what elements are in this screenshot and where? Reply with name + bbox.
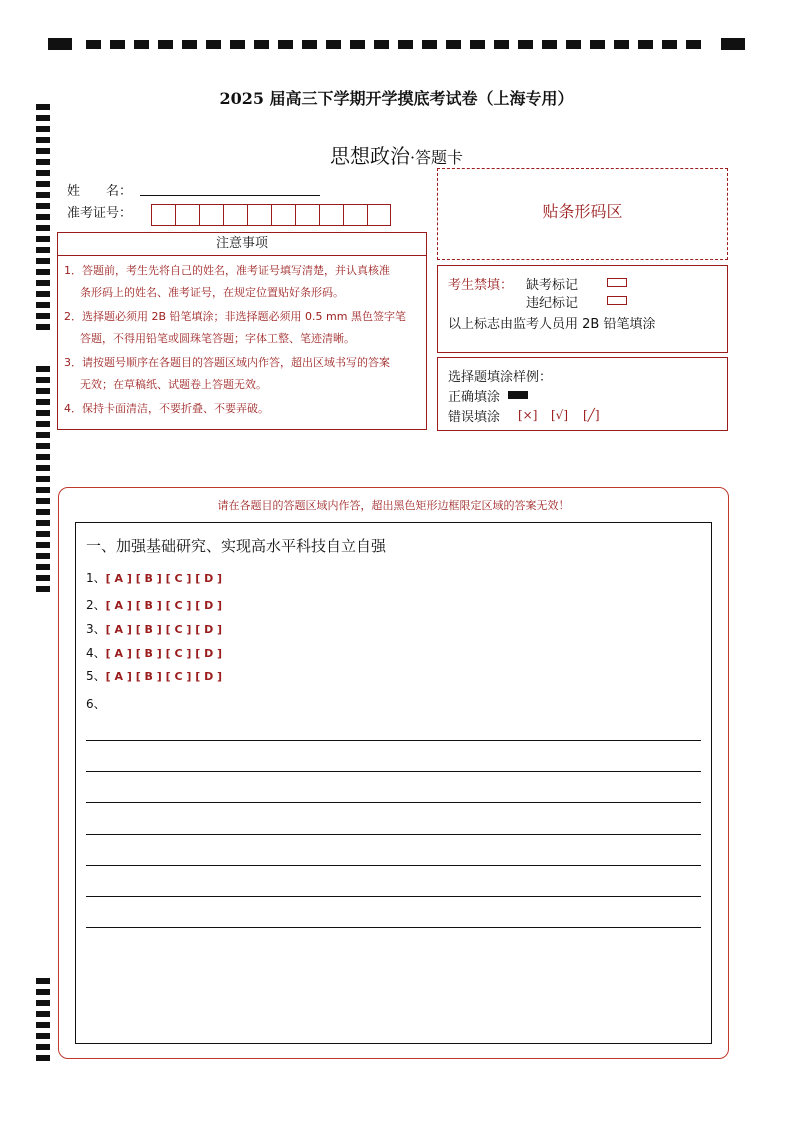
notice-item-text: 保持卡面清洁，不要折叠、不要弄破。 <box>82 402 269 415</box>
timing-mark <box>36 258 50 264</box>
exam-id-digit-box[interactable] <box>223 204 247 226</box>
timing-mark <box>110 40 125 49</box>
timing-mark <box>36 181 50 187</box>
notice-item-text: 请按题号顺序在各题目的答题区域内作答，超出区域书写的答案 <box>82 356 390 369</box>
exam-id-boxes <box>151 204 391 226</box>
notice-title: 注意事项 <box>57 232 427 256</box>
timing-mark <box>278 40 293 49</box>
notice-item-text: 答题前，考生先将自己的姓名，准考证号填写清楚，并认真核准 <box>82 264 390 277</box>
question-row <box>86 596 222 613</box>
timing-mark <box>36 432 50 438</box>
timing-mark <box>398 40 413 49</box>
timing-mark <box>36 291 50 297</box>
timing-mark <box>36 509 50 515</box>
timing-mark <box>566 40 581 49</box>
exam-id-digit-box[interactable] <box>319 204 343 226</box>
exam-id-digit-box[interactable] <box>271 204 295 226</box>
timing-mark <box>36 465 50 471</box>
answer-area-warning: 请在各题目的答题区域内作答，超出黑色矩形边框限定区域的答案无效！ <box>217 499 570 512</box>
timing-mark <box>446 40 461 49</box>
writing-line[interactable] <box>86 771 701 772</box>
question-row <box>86 644 222 661</box>
timing-mark <box>36 203 50 209</box>
question-number: 6、 <box>86 697 106 711</box>
notice-item <box>64 352 424 396</box>
wrong-mark-slash: [╱] <box>583 408 600 422</box>
timing-mark <box>36 498 50 504</box>
absent-mark-box[interactable] <box>607 278 627 287</box>
timing-mark <box>36 1022 50 1028</box>
correct-fill-sample <box>508 391 528 399</box>
timing-mark <box>48 38 72 50</box>
timing-mark <box>36 269 50 275</box>
timing-mark <box>36 1000 50 1006</box>
notice-item <box>64 398 424 420</box>
notice-item-text: 选择题必须用 2B 铅笔填涂；非选择题必须用 0.5 mm 黑色签字笔 <box>82 310 406 323</box>
timing-mark <box>36 214 50 220</box>
exam-id-label: 准考证号： <box>67 206 133 221</box>
timing-mark <box>36 170 50 176</box>
ban-title: 考生禁填： <box>448 278 514 293</box>
timing-mark <box>230 40 245 49</box>
question-row <box>86 667 222 684</box>
question-number: 1、 <box>86 571 106 585</box>
top-timing-marks <box>48 38 745 50</box>
timing-mark <box>542 40 557 49</box>
notice-item-number: 3． <box>64 356 82 369</box>
timing-mark <box>206 40 221 49</box>
timing-mark <box>36 454 50 460</box>
fill-sample-panel <box>437 357 728 431</box>
notice-item-text: 条形码上的姓名、准考证号，在规定位置贴好条形码。 <box>80 286 344 299</box>
timing-mark <box>302 40 317 49</box>
timing-mark <box>518 40 533 49</box>
violation-mark-box[interactable] <box>607 296 627 305</box>
subject-name: 思想政治 <box>329 144 410 168</box>
correct-fill-label: 正确填涂 <box>448 390 501 405</box>
timing-mark <box>36 531 50 537</box>
notice-item-text: 答题，不得用铅笔或圆珠笔答题；字体工整、笔迹清晰。 <box>80 332 355 345</box>
notice-item-number: 4． <box>64 402 82 415</box>
timing-mark <box>374 40 389 49</box>
exam-id-digit-box[interactable] <box>343 204 367 226</box>
barcode-area: 贴条形码区 <box>437 168 728 260</box>
question-options[interactable]: [ A ] [ B ] [ C ] [ D ] <box>105 623 223 636</box>
timing-mark <box>36 443 50 449</box>
timing-mark <box>134 40 149 49</box>
subject-title <box>0 140 793 169</box>
timing-mark <box>36 377 50 383</box>
question-options[interactable]: [ A ] [ B ] [ C ] [ D ] <box>105 572 223 585</box>
timing-mark <box>36 324 50 330</box>
question-row <box>86 695 106 712</box>
timing-mark <box>36 553 50 559</box>
timing-mark <box>36 1011 50 1017</box>
timing-mark <box>36 410 50 416</box>
timing-mark <box>662 40 677 49</box>
writing-line[interactable] <box>86 896 701 897</box>
exam-id-digit-box[interactable] <box>295 204 319 226</box>
timing-mark <box>254 40 269 49</box>
timing-mark <box>36 399 50 405</box>
exam-id-digit-box[interactable] <box>367 204 391 226</box>
timing-mark <box>422 40 437 49</box>
timing-mark <box>470 40 485 49</box>
notice-item <box>64 306 424 350</box>
timing-mark <box>36 1044 50 1050</box>
question-row <box>86 620 222 637</box>
timing-mark <box>350 40 365 49</box>
writing-line[interactable] <box>86 740 701 741</box>
timing-mark <box>86 40 101 49</box>
question-options[interactable]: [ A ] [ B ] [ C ] [ D ] <box>105 670 223 683</box>
question-number: 5、 <box>86 669 106 683</box>
timing-mark <box>36 520 50 526</box>
wrong-mark-check: [√] <box>551 408 569 422</box>
ban-note: 以上标志由监考人员用 2B 铅笔填涂 <box>448 317 656 332</box>
absent-mark-label: 缺考标记 <box>526 278 579 293</box>
sample-title: 选择题填涂样例： <box>448 370 553 385</box>
timing-mark <box>36 421 50 427</box>
writing-line[interactable] <box>86 834 701 835</box>
timing-mark <box>36 247 50 253</box>
question-options[interactable]: [ A ] [ B ] [ C ] [ D ] <box>105 647 223 660</box>
timing-mark <box>36 302 50 308</box>
timing-mark <box>36 1033 50 1039</box>
question-options[interactable]: [ A ] [ B ] [ C ] [ D ] <box>105 599 223 612</box>
timing-mark <box>36 280 50 286</box>
timing-mark <box>36 192 50 198</box>
timing-mark <box>638 40 653 49</box>
timing-mark <box>36 366 50 372</box>
question-number: 3、 <box>86 622 106 636</box>
timing-mark <box>36 575 50 581</box>
timing-mark <box>36 126 50 132</box>
notice-item-number: 2． <box>64 310 82 323</box>
writing-line[interactable] <box>86 802 701 803</box>
timing-mark <box>36 1055 50 1061</box>
timing-mark <box>590 40 605 49</box>
exam-id-digit-box[interactable] <box>175 204 199 226</box>
writing-line[interactable] <box>86 927 701 928</box>
timing-mark <box>721 38 745 50</box>
timing-mark <box>36 564 50 570</box>
notice-item <box>64 260 424 304</box>
timing-mark <box>494 40 509 49</box>
timing-mark <box>36 586 50 592</box>
timing-mark <box>326 40 341 49</box>
section-title: 一、加强基础研究、实现高水平科技自立自强 <box>86 537 387 555</box>
question-number: 4、 <box>86 646 106 660</box>
name-field[interactable] <box>140 195 320 196</box>
violation-mark-label: 违纪标记 <box>526 296 579 311</box>
wrong-mark-cross: [×] <box>518 408 538 422</box>
question-number: 2、 <box>86 598 106 612</box>
notice-panel <box>57 256 427 430</box>
timing-mark <box>36 388 50 394</box>
wrong-fill-label: 错误填涂 <box>448 410 501 425</box>
exam-id-digit-box[interactable] <box>199 204 223 226</box>
question-row <box>86 569 222 586</box>
timing-mark <box>614 40 629 49</box>
name-label: 姓 名： <box>67 184 133 199</box>
timing-mark <box>36 487 50 493</box>
subject-suffix: ·答题卡 <box>409 148 464 167</box>
timing-mark <box>36 115 50 121</box>
timing-mark <box>36 236 50 242</box>
timing-mark <box>36 542 50 548</box>
exam-id-digit-box[interactable] <box>151 204 175 226</box>
timing-mark <box>158 40 173 49</box>
timing-mark <box>686 40 701 49</box>
exam-title: 2025 届高三下学期开学摸底考试卷（上海专用） <box>219 89 574 108</box>
timing-mark <box>36 978 50 984</box>
timing-mark <box>36 989 50 995</box>
exam-id-digit-box[interactable] <box>247 204 271 226</box>
notice-item-text: 无效；在草稿纸、试题卷上答题无效。 <box>80 378 267 391</box>
timing-mark <box>36 225 50 231</box>
timing-mark <box>182 40 197 49</box>
writing-line[interactable] <box>86 865 701 866</box>
timing-mark <box>36 476 50 482</box>
proctor-only-panel <box>437 265 728 353</box>
timing-mark <box>36 313 50 319</box>
notice-item-number: 1． <box>64 264 82 277</box>
